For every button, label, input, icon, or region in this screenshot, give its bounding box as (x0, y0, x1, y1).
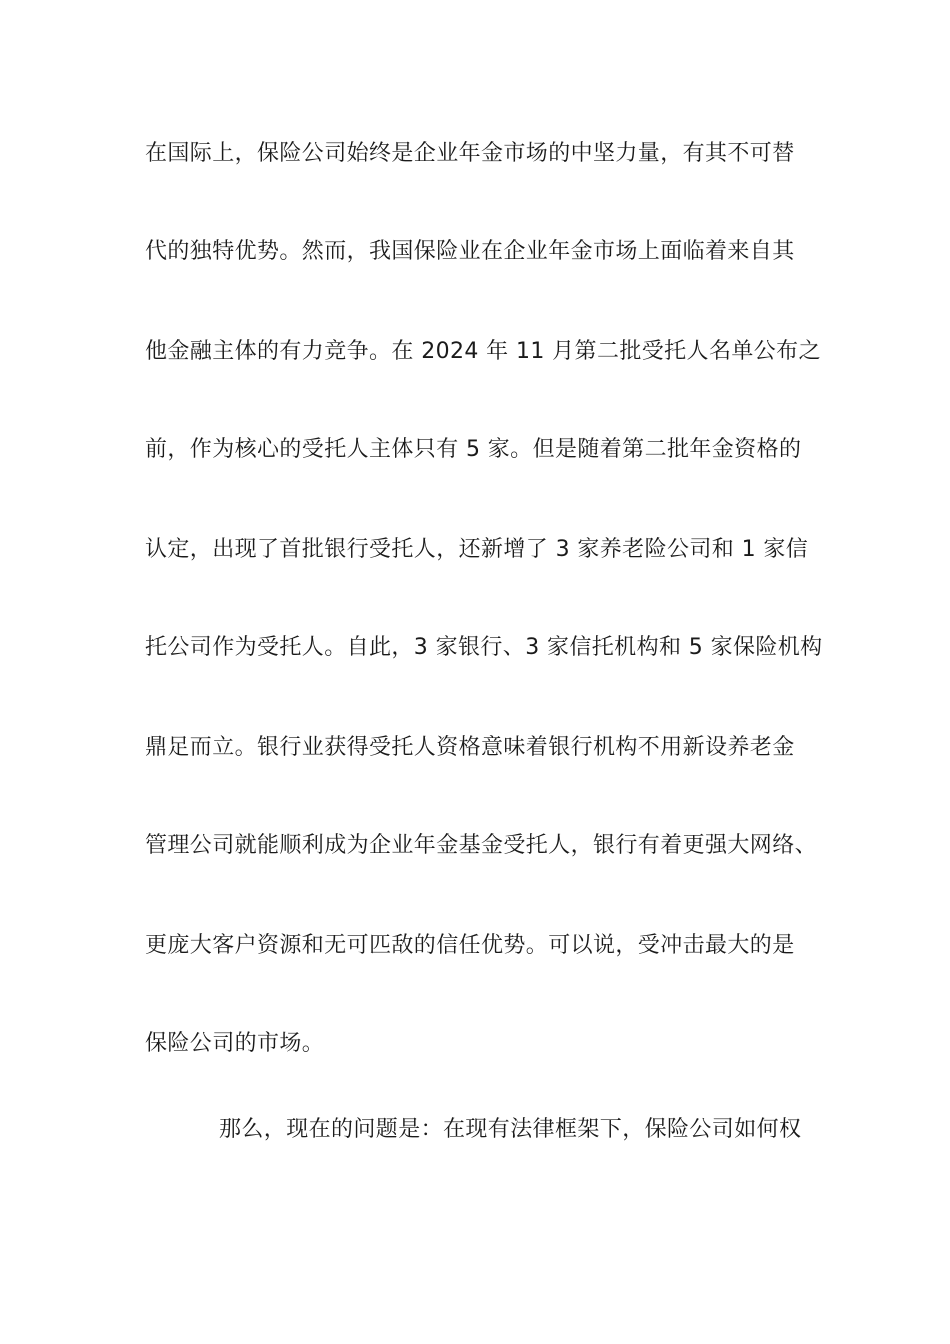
paragraph-1-line-10: 保险公司的市场。 (145, 1031, 325, 1056)
paragraph-1-line-1: 在国际上，保险公司始终是企业年金市场的中坚力量，有其不可替 (145, 141, 795, 166)
paragraph-1-line-3: 他金融主体的有力竞争。在 2024 年 11 月第二批受托人名单公布之 (145, 339, 821, 364)
paragraph-1-line-4: 前，作为核心的受托人主体只有 5 家。但是随着第二批年金资格的 (145, 437, 802, 462)
paragraph-1-line-7: 鼎足而立。银行业获得受托人资格意味着银行机构不用新设养老金 (145, 735, 795, 760)
paragraph-1-line-9: 更庞大客户资源和无可匹敌的信任优势。可以说，受冲击最大的是 (145, 933, 795, 958)
paragraph-1-line-6: 托公司作为受托人。自此，3 家银行、3 家信托机构和 5 家保险机构 (145, 635, 823, 660)
paragraph-1-line-8: 管理公司就能顺利成为企业年金基金受托人，银行有着更强大网络、 (145, 833, 818, 858)
paragraph-1-line-5: 认定，出现了首批银行受托人，还新增了 3 家养老险公司和 1 家信 (145, 537, 809, 562)
paragraph-2-line-1: 那么，现在的问题是：在现有法律框架下，保险公司如何权 (219, 1117, 802, 1142)
paragraph-1-line-2: 代的独特优势。然而，我国保险业在企业年金市场上面临着来自其 (145, 239, 795, 264)
